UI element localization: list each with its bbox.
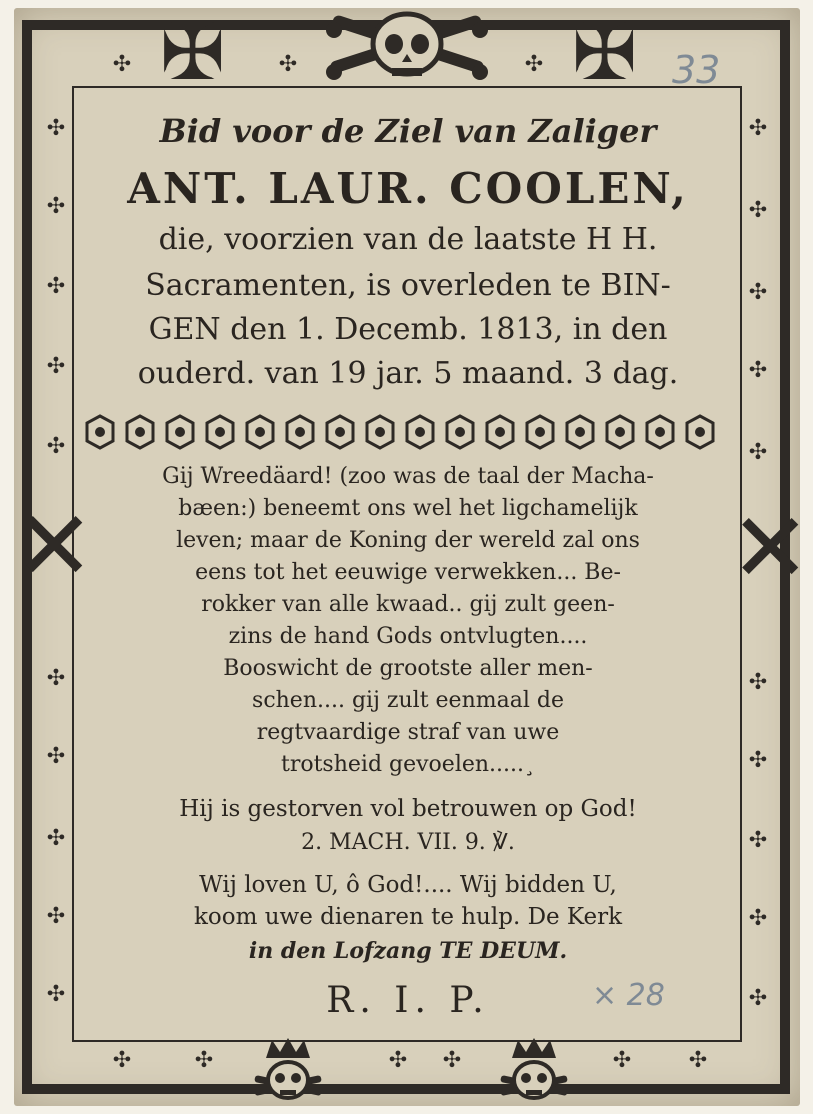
handwritten-number: × 28 [592, 978, 665, 1013]
maltese-cross-icon: ✠ [572, 8, 638, 98]
small-cross-icon: ✣ [46, 826, 66, 851]
header-line-6: ouderd. van 19 jar. 5 maand. 3 dag. [137, 356, 679, 391]
small-cross-icon: ✣ [112, 1048, 132, 1073]
body-line: leven; maar de Koning der wereld zal ons [176, 528, 640, 553]
body-line: eens tot het eeuwige verwekken... Be- [195, 560, 621, 585]
crossed-bones-icon: ✕ [730, 492, 811, 604]
small-cross-icon: ✣ [46, 274, 66, 299]
body-line: trotsheid gevoelen.....¸ [280, 752, 536, 777]
maltese-cross-icon: ✠ [160, 8, 226, 98]
skull-crossbones-icon [322, 8, 492, 94]
rosette-divider [80, 412, 732, 452]
small-cross-icon: ✣ [612, 1048, 632, 1073]
small-cross-icon: ✣ [46, 904, 66, 929]
small-cross-icon: ✣ [748, 986, 768, 1011]
small-cross-icon: ✣ [46, 354, 66, 379]
prayer-line: in den Lofzang TE DEUM. [248, 938, 568, 964]
header-line-3: die, voorzien van de laatste H H. [158, 222, 658, 257]
header-line-5: GEN den 1. Decemb. 1813, in den [148, 312, 668, 347]
small-cross-icon: ✣ [524, 52, 544, 77]
quote-line: Hij is gestorven vol betrouwen op God! [179, 796, 637, 822]
body-line: regtvaardige straf van uwe [256, 720, 560, 745]
small-cross-icon: ✣ [46, 116, 66, 141]
small-cross-icon: ✣ [748, 198, 768, 223]
crowned-skull-icon [494, 1036, 574, 1106]
small-cross-icon: ✣ [46, 434, 66, 459]
small-cross-icon: ✣ [748, 116, 768, 141]
small-cross-icon: ✣ [46, 982, 66, 1007]
small-cross-icon: ✣ [194, 1048, 214, 1073]
small-cross-icon: ✣ [748, 440, 768, 465]
small-cross-icon: ✣ [748, 748, 768, 773]
crossed-bones-icon: ✕ [14, 490, 95, 602]
body-line: Booswicht de grootste aller men- [223, 656, 593, 681]
small-cross-icon: ✣ [748, 280, 768, 305]
body-line: Gij Wreedäard! (zoo was de taal der Macha- [162, 464, 654, 489]
small-cross-icon: ✣ [112, 52, 132, 77]
small-cross-icon: ✣ [748, 906, 768, 931]
rip-text: R. I. P. [326, 980, 490, 1021]
small-cross-icon: ✣ [442, 1048, 462, 1073]
handwritten-number: 33 [672, 48, 721, 92]
crowned-skull-icon [248, 1036, 328, 1106]
small-cross-icon: ✣ [748, 670, 768, 695]
body-line: rokker van alle kwaad.. gij zult geen- [201, 592, 615, 617]
small-cross-icon: ✣ [388, 1048, 408, 1073]
header-line-4: Sacramenten, is overleden te BIN- [145, 268, 671, 303]
small-cross-icon: ✣ [46, 666, 66, 691]
small-cross-icon: ✣ [46, 744, 66, 769]
small-cross-icon: ✣ [688, 1048, 708, 1073]
small-cross-icon: ✣ [278, 52, 298, 77]
body-line: schen.... gij zult eenmaal de [252, 688, 564, 713]
small-cross-icon: ✣ [46, 194, 66, 219]
prayer-heading: Bid voor de Ziel van Zaliger [159, 112, 657, 150]
body-line: bæen:) beneemt ons wel het ligchamelijk [178, 496, 638, 521]
small-cross-icon: ✣ [748, 828, 768, 853]
body-line: zins de hand Gods ontvlugten.... [228, 624, 588, 649]
prayer-line: Wij loven U, ô God!.... Wij bidden U, [199, 872, 617, 898]
deceased-name: ANT. LAUR. COOLEN, [127, 164, 689, 213]
small-cross-icon: ✣ [748, 358, 768, 383]
prayer-line: koom uwe dienaren te hulp. De Kerk [193, 904, 623, 930]
scripture-reference: 2. MACH. VII. 9. ℣. [301, 830, 515, 855]
